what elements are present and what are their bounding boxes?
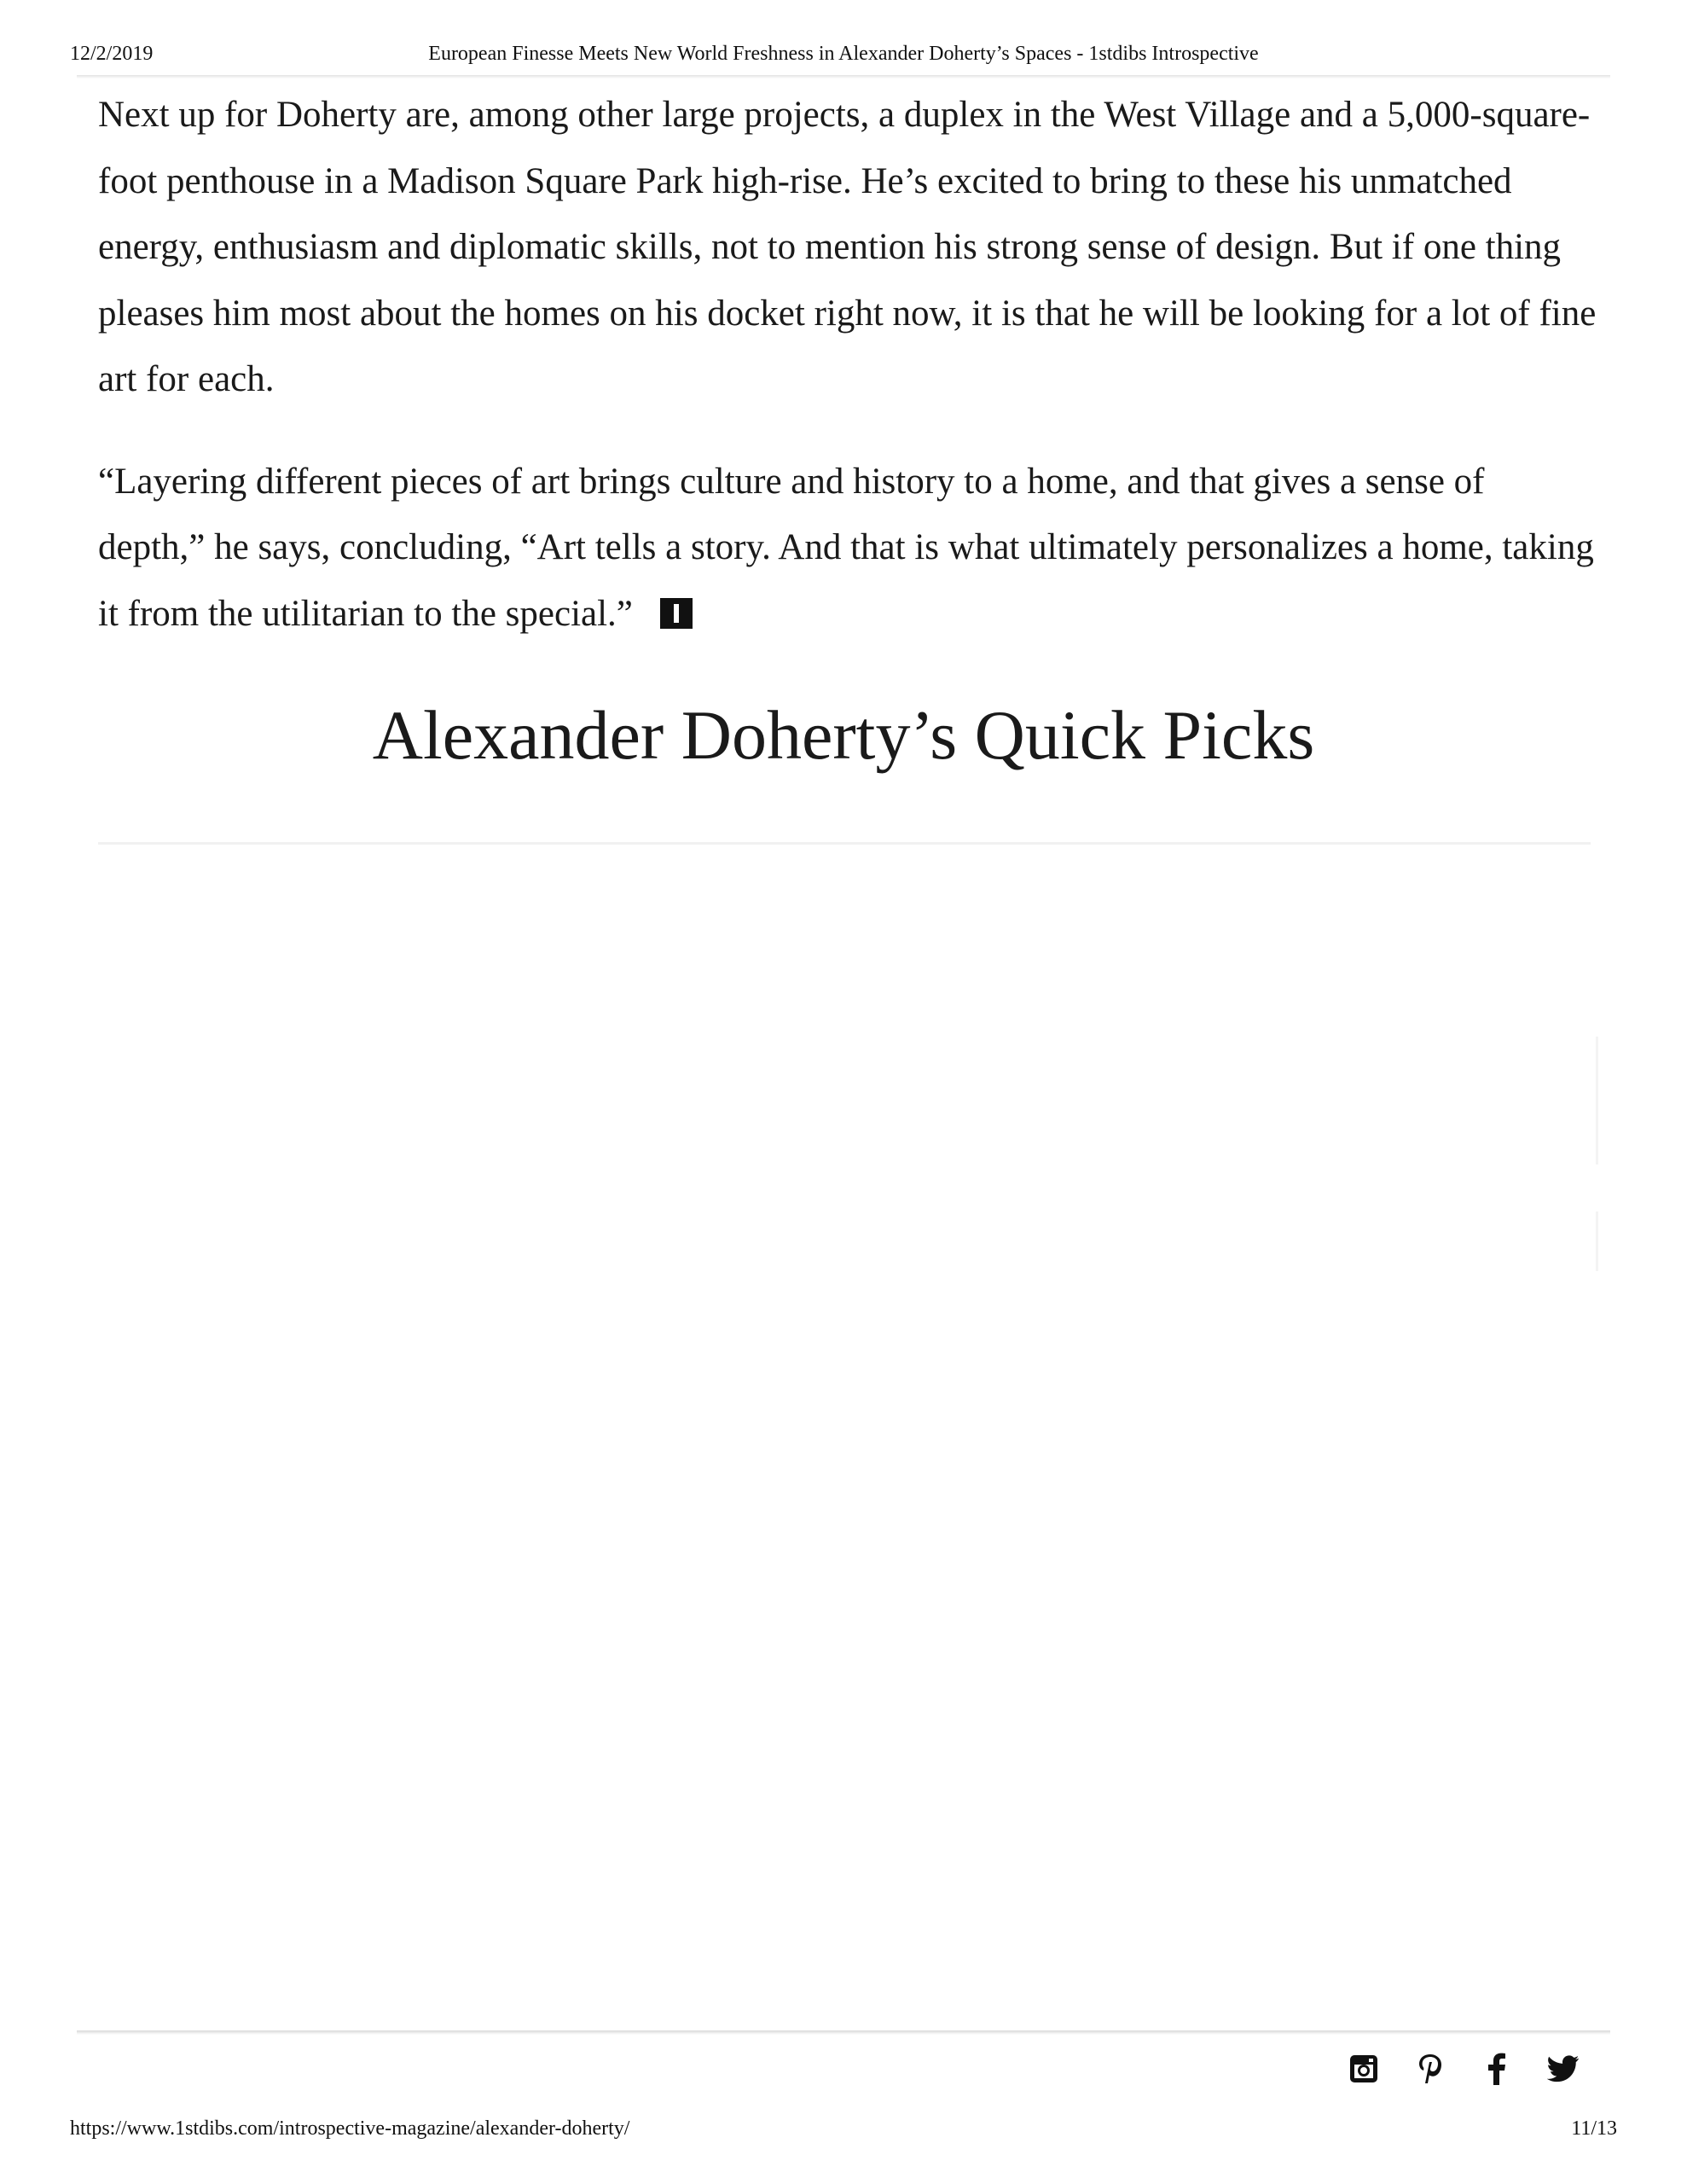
- instagram-icon[interactable]: [1348, 2053, 1380, 2085]
- print-date: 12/2/2019: [70, 43, 154, 65]
- print-footer: [70, 2117, 1617, 2143]
- print-page-title: European Finesse Meets New World Freshness in Alexander Doherty’s Spaces - 1stdibs Introspective: [428, 43, 1259, 65]
- carousel-edge: [1596, 1211, 1598, 1271]
- page-number: 11/13: [1571, 2117, 1617, 2140]
- facebook-icon[interactable]: [1481, 2053, 1513, 2085]
- article-paragraph: [98, 82, 1599, 413]
- pinterest-icon[interactable]: [1414, 2053, 1446, 2085]
- article-end-icon: [660, 598, 693, 629]
- social-links: [1348, 2049, 1580, 2088]
- paragraph-text: Next up for Doherty are, among other large projects, a duplex in the West Village and a 5,000-square-foot penthouse in a Madison Square Park high-rise. He’s excited to bring to these his unmatched energy, enthusiasm and diplomatic skills, not to mention his strong sense of design. But if one thing pleases him most about the homes on his docket right now, it is that he will be looking for a lot of fine art for each.: [98, 95, 1597, 399]
- quick-picks-divider: [98, 842, 1591, 845]
- print-url: https://www.1stdibs.com/introspective-magazine/alexander-doherty/: [70, 2117, 630, 2140]
- article-body: [98, 82, 1599, 682]
- print-header: [70, 43, 1617, 68]
- footer-divider: [77, 2030, 1610, 2035]
- header-shadow-divider: [77, 75, 1610, 78]
- carousel-edge: [1596, 1037, 1598, 1165]
- quick-picks-heading: Alexander Doherty’s Quick Picks: [372, 696, 1315, 774]
- article-paragraph: [98, 449, 1599, 648]
- twitter-icon[interactable]: [1547, 2053, 1580, 2085]
- paragraph-text: “Layering different pieces of art brings culture and history to a home, and that gives a sense of depth,” he says, concluding, “Art tells a story. And that is what ultimately personalizes a home, taking it from the utilitarian to the special.”: [98, 461, 1594, 634]
